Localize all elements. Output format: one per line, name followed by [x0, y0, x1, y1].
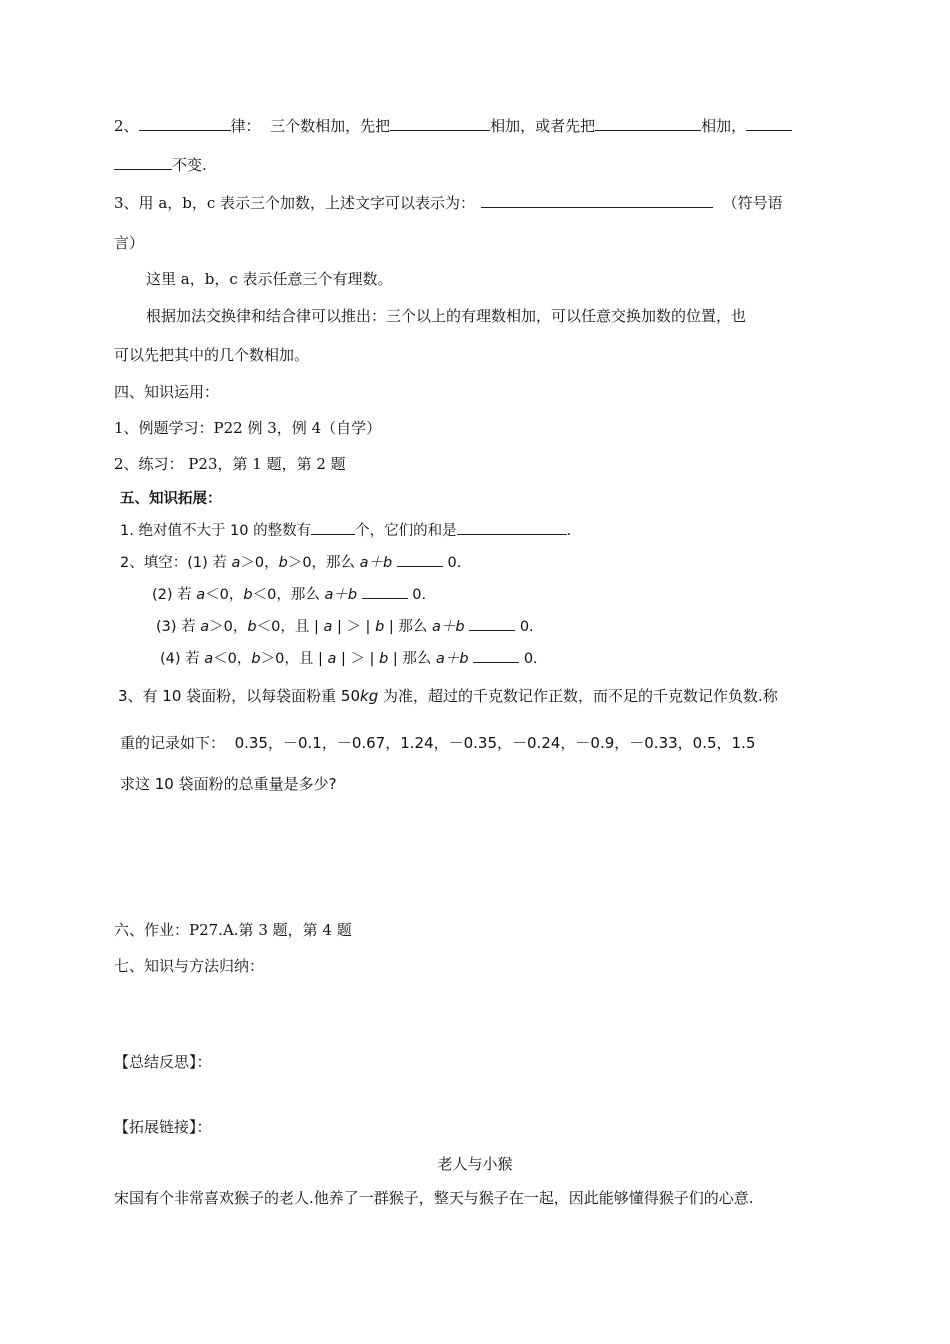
- unit-kg: kg: [360, 687, 379, 705]
- question-3: [118, 686, 778, 706]
- blank-formula[interactable]: [481, 193, 713, 208]
- section-4-item-2: 2、练习： P23，第 1 题，第 2 题: [114, 455, 346, 473]
- var-a: a: [231, 555, 241, 571]
- blank-answer[interactable]: [397, 552, 443, 567]
- text: 相加，: [701, 117, 747, 135]
- commutative-law-line-cont: [114, 155, 207, 175]
- text: ＜0，: [205, 587, 244, 603]
- text: | ＞ |: [336, 619, 371, 635]
- text: 0.: [523, 651, 538, 667]
- story-title: 老人与小猴: [437, 1155, 513, 1173]
- text: .: [566, 523, 572, 539]
- note-2: 根据加法交换律和结合律可以推出：三个以上的有理数相加，可以任意交换加数的位置，也: [146, 307, 747, 325]
- item-number: 2、: [114, 117, 139, 135]
- var-b: b: [278, 555, 288, 571]
- expr: a＋b: [436, 651, 469, 667]
- text: | ＞ |: [340, 651, 375, 667]
- var-a: a: [323, 619, 333, 635]
- symbol-line-cont: [114, 233, 144, 253]
- symbol-line: [114, 193, 783, 213]
- blank-answer[interactable]: [362, 584, 408, 599]
- text: 重的记录如下：: [120, 734, 226, 752]
- var-a: a: [327, 651, 337, 667]
- text: (2) 若: [152, 587, 192, 603]
- blank-sum[interactable]: [457, 520, 567, 535]
- text: 为准，超过的千克数记作正数，而不足的千克数记作负数.称: [383, 687, 778, 705]
- text: ＜0，: [213, 651, 252, 667]
- story-text: 宋国有个非常喜欢猴子的老人.他养了一群猴子，整天与猴子在一起，因此能够懂得猴子们的心意.: [114, 1189, 754, 1207]
- text: （符号语: [722, 194, 783, 212]
- text: | 那么: [388, 619, 428, 635]
- text: 0.: [412, 587, 427, 603]
- law-label: 律：: [230, 117, 261, 135]
- question-2-1: [120, 552, 461, 573]
- blank-answer[interactable]: [473, 648, 519, 663]
- text: 三个数相加，先把: [270, 117, 391, 135]
- section-7-title: 七、知识与方法归纳：: [114, 957, 265, 975]
- var-a: a: [200, 619, 210, 635]
- text: 2、填空：(1) 若: [120, 555, 227, 571]
- text: ＞0，: [240, 555, 279, 571]
- text: 言）: [114, 234, 145, 252]
- commutative-law-line: [114, 116, 792, 136]
- question-3-data: [120, 733, 755, 753]
- blank-result[interactable]: [746, 116, 792, 131]
- section-6-homework: 六、作业：P27.A.第 3 题，第 4 题: [114, 921, 352, 939]
- text: 相加，或者先把: [490, 117, 596, 135]
- var-a: a: [196, 587, 206, 603]
- text: ＞0，那么: [287, 555, 356, 571]
- var-b: b: [379, 651, 389, 667]
- section-4-item-1: 1、例题学习：P22 例 3，例 4（自学）: [114, 419, 382, 437]
- text: 用 a，b，c 表示三个加数，上述文字可以表示为：: [138, 194, 476, 212]
- section-4-title: 四、知识运用：: [114, 383, 220, 401]
- var-b: b: [247, 619, 257, 635]
- question-1: [120, 520, 571, 541]
- text: 1. 绝对值不大于 10 的整数有: [120, 523, 312, 539]
- text: 3、有 10 袋面粉，以每袋面粉重 50: [118, 687, 361, 705]
- text: ＜0，那么: [252, 587, 320, 603]
- expr: a＋b: [359, 555, 393, 571]
- question-2-4: [160, 648, 538, 669]
- text: 不变.: [172, 156, 207, 174]
- blank-result-cont[interactable]: [114, 155, 172, 170]
- var-b: b: [375, 619, 385, 635]
- blank-count[interactable]: [311, 520, 355, 535]
- blank-law-name[interactable]: [139, 116, 231, 131]
- blank-second-pair[interactable]: [595, 116, 701, 131]
- blank-answer[interactable]: [469, 616, 515, 631]
- text: ＞0，: [209, 619, 248, 635]
- text: (4) 若: [160, 651, 200, 667]
- expr: a＋b: [432, 619, 465, 635]
- text: 个，它们的和是: [355, 523, 457, 539]
- expr: a＋b: [324, 587, 358, 603]
- text: ＜0，且 |: [256, 619, 319, 635]
- text: ＞0，且 |: [260, 651, 323, 667]
- blank-first-pair[interactable]: [390, 116, 490, 131]
- question-2-3: [156, 616, 534, 637]
- text: 0.: [447, 555, 462, 571]
- question-3-ask: 求这 10 袋面粉的总重量是多少?: [120, 775, 337, 793]
- item-number: 3、: [114, 194, 139, 212]
- text: (3) 若: [156, 619, 196, 635]
- text: | 那么: [392, 651, 432, 667]
- links-heading: 【拓展链接】：: [114, 1118, 212, 1136]
- var-b: b: [251, 651, 261, 667]
- note-1: 这里 a，b，c 表示任意三个有理数。: [146, 270, 393, 288]
- note-2-cont: 可以先把其中的几个数相加。: [114, 346, 310, 364]
- summary-heading: 【总结反思】：: [114, 1053, 212, 1071]
- section-5-title: 五、知识拓展：: [120, 491, 222, 507]
- weight-records: 0.35，－0.1，－0.67，1.24，－0.35，－0.24，－0.9，－0.33，0.5，1.5: [234, 734, 756, 752]
- var-a: a: [204, 651, 214, 667]
- var-b: b: [243, 587, 253, 603]
- text: 0.: [519, 619, 534, 635]
- question-2-2: [152, 584, 426, 605]
